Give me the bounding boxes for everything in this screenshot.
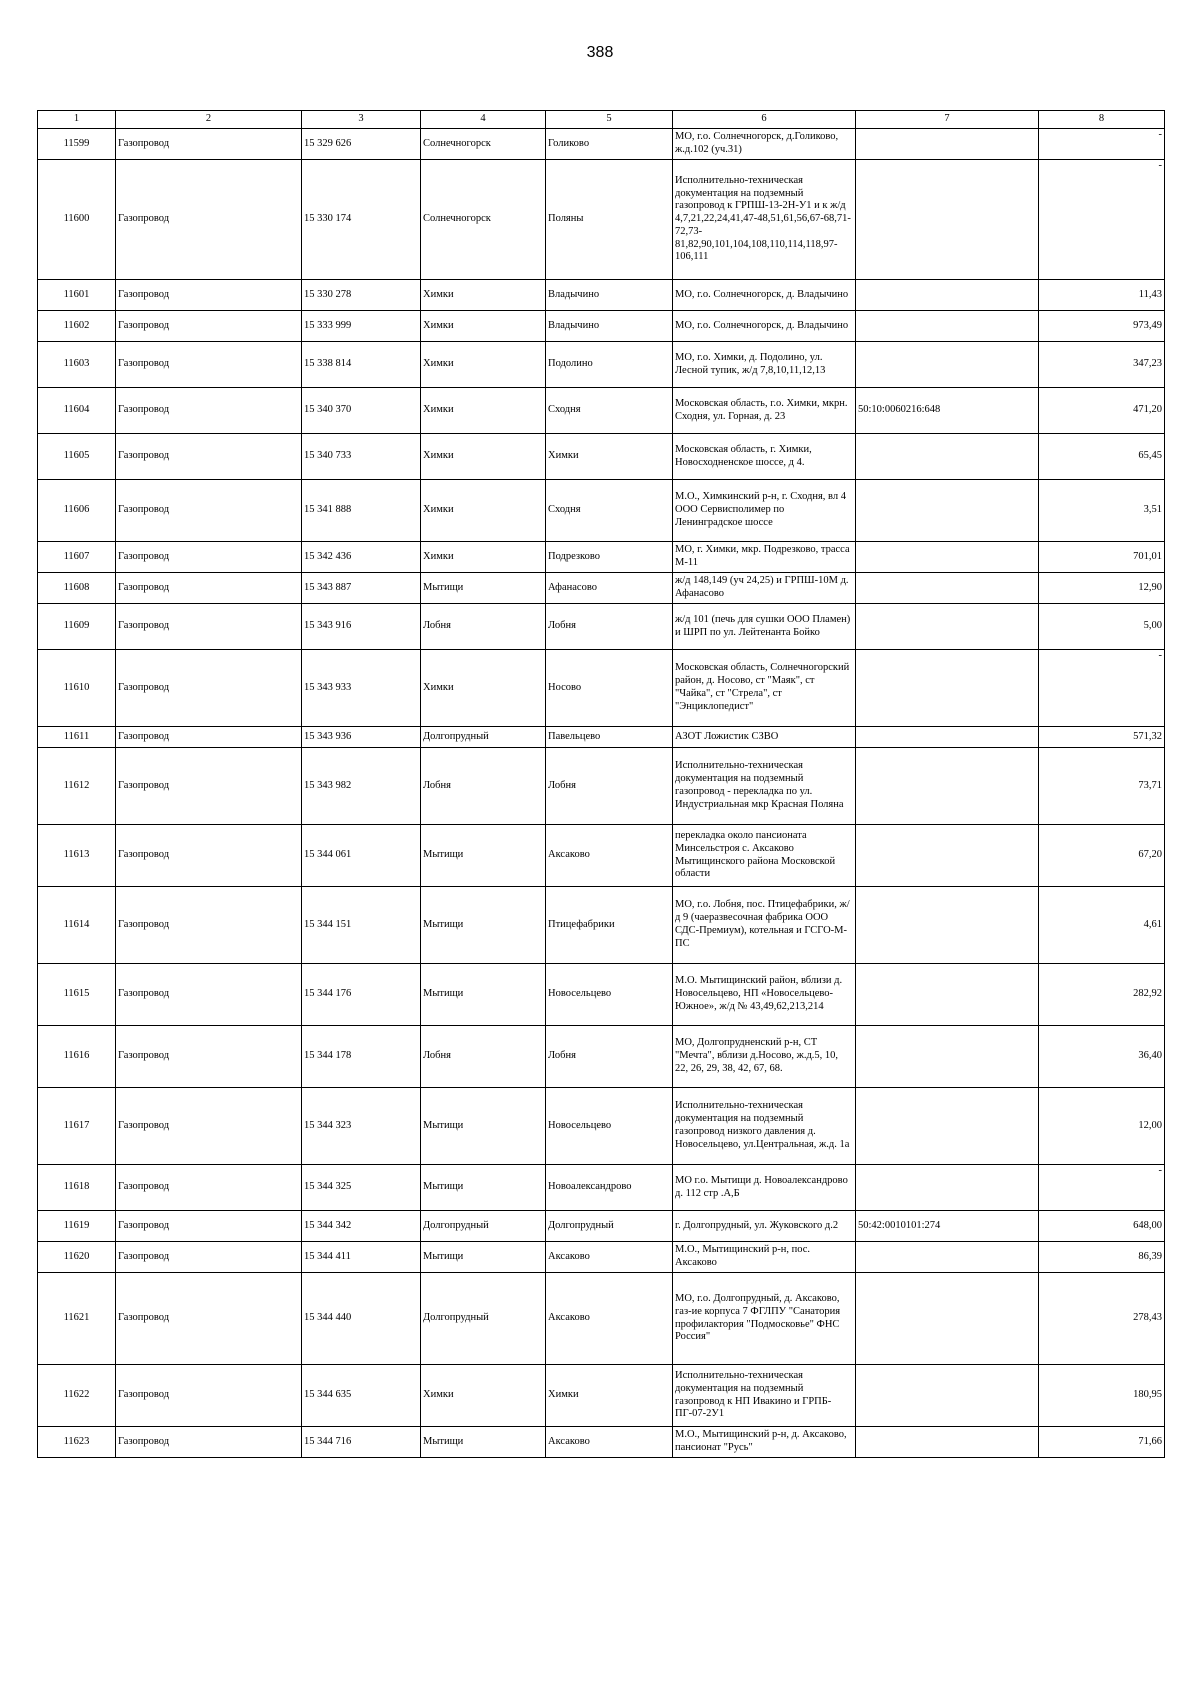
locality-cell: Сходня [546, 480, 673, 542]
district-cell: Мытищи [421, 1165, 546, 1211]
address-cell: МО, г.о. Долгопрудный, д. Аксаково, газ-ие корпуса 7 ФГЛПУ "Санатория профилактория "Подмосковье" ФНС Россия" [673, 1273, 856, 1365]
district-cell: Долгопрудный [421, 1211, 546, 1242]
table-row [38, 748, 1165, 825]
address-cell: Исполнительно-техническая документация на подземный газопровод - перекладка по ул. Индустриальная мкр Красная Поляна [673, 748, 856, 825]
column-header: 2 [116, 111, 302, 129]
length-value-cell: 12,90 [1039, 573, 1165, 604]
length-value-cell: 648,00 [1039, 1211, 1165, 1242]
column-header: 3 [302, 111, 421, 129]
address-cell: Московская область, г. Химки, Новосходненское шоссе, д 4. [673, 434, 856, 480]
cadastral-number-cell [856, 964, 1039, 1026]
address-cell: г. Долгопрудный, ул. Жуковского д.2 [673, 1211, 856, 1242]
length-value-cell: 973,49 [1039, 311, 1165, 342]
row-number-cell: 11612 [38, 748, 116, 825]
district-cell: Лобня [421, 1026, 546, 1088]
object-type-cell: Газопровод [116, 1365, 302, 1427]
object-type-cell: Газопровод [116, 964, 302, 1026]
locality-cell: Аксаково [546, 1242, 673, 1273]
object-type-cell: Газопровод [116, 748, 302, 825]
table-row [38, 964, 1165, 1026]
object-code-cell: 15 344 716 [302, 1427, 421, 1458]
length-value-cell: 65,45 [1039, 434, 1165, 480]
cadastral-number-cell [856, 311, 1039, 342]
column-header: 6 [673, 111, 856, 129]
row-number-cell: 11609 [38, 604, 116, 650]
object-code-cell: 15 342 436 [302, 542, 421, 573]
table-row [38, 1365, 1165, 1427]
district-cell: Долгопрудный [421, 727, 546, 748]
district-cell: Мытищи [421, 573, 546, 604]
cadastral-number-cell [856, 825, 1039, 887]
row-number-cell: 11619 [38, 1211, 116, 1242]
table-row [38, 1273, 1165, 1365]
table-row [38, 480, 1165, 542]
cadastral-number-cell [856, 1242, 1039, 1273]
address-cell: М.О., Мытищинский р-н, д. Аксаково, пансионат "Русь" [673, 1427, 856, 1458]
cadastral-number-cell [856, 542, 1039, 573]
cadastral-number-cell [856, 887, 1039, 964]
address-cell: МО, г.о. Солнечногорск, д. Владычино [673, 311, 856, 342]
cadastral-number-cell [856, 280, 1039, 311]
length-value-cell: 180,95 [1039, 1365, 1165, 1427]
address-cell: М.О., Химкинский р-н, г. Сходня, вл 4 ООО Сервисполимер по Ленинградское шоссе [673, 480, 856, 542]
object-code-cell: 15 344 323 [302, 1088, 421, 1165]
object-code-cell: 15 344 151 [302, 887, 421, 964]
table-row [38, 1088, 1165, 1165]
object-type-cell: Газопровод [116, 1242, 302, 1273]
district-cell: Химки [421, 280, 546, 311]
locality-cell: Новосельцево [546, 964, 673, 1026]
object-code-cell: 15 344 635 [302, 1365, 421, 1427]
object-code-cell: 15 340 370 [302, 388, 421, 434]
locality-cell: Лобня [546, 1026, 673, 1088]
length-value-cell: 282,92 [1039, 964, 1165, 1026]
district-cell: Химки [421, 542, 546, 573]
length-value-cell: 701,01 [1039, 542, 1165, 573]
table-row [38, 1211, 1165, 1242]
object-code-cell: 15 344 325 [302, 1165, 421, 1211]
row-number-cell: 11614 [38, 887, 116, 964]
row-number-cell: 11601 [38, 280, 116, 311]
object-type-cell: Газопровод [116, 160, 302, 280]
locality-cell: Птицефабрики [546, 887, 673, 964]
table-row [38, 1242, 1165, 1273]
district-cell: Химки [421, 388, 546, 434]
length-value-cell [1039, 650, 1165, 727]
locality-cell: Павельцево [546, 727, 673, 748]
district-cell: Солнечногорск [421, 129, 546, 160]
row-number-cell: 11605 [38, 434, 116, 480]
locality-cell: Голиково [546, 129, 673, 160]
address-cell: Московская область, г.о. Химки, мкрн. Сходня, ул. Горная, д. 23 [673, 388, 856, 434]
table-row [38, 1026, 1165, 1088]
table-row [38, 280, 1165, 311]
length-value-cell [1039, 1165, 1165, 1211]
locality-cell: Сходня [546, 388, 673, 434]
address-cell: МО, г.о. Солнечногорск, д. Владычино [673, 280, 856, 311]
row-number-cell: 11622 [38, 1365, 116, 1427]
district-cell: Химки [421, 1365, 546, 1427]
empty-value-dash: - [1158, 1165, 1162, 1176]
column-header: 7 [856, 111, 1039, 129]
object-code-cell: 15 330 174 [302, 160, 421, 280]
length-value-cell: 278,43 [1039, 1273, 1165, 1365]
registry-body [38, 111, 1165, 1458]
object-type-cell: Газопровод [116, 434, 302, 480]
locality-cell: Владычино [546, 311, 673, 342]
table-row [38, 542, 1165, 573]
cadastral-number-cell [856, 650, 1039, 727]
empty-value-dash: - [1158, 160, 1162, 171]
object-code-cell: 15 341 888 [302, 480, 421, 542]
registry-table [37, 110, 1165, 1458]
object-type-cell: Газопровод [116, 1165, 302, 1211]
table-row [38, 604, 1165, 650]
empty-value-dash: - [1158, 650, 1162, 661]
locality-cell: Лобня [546, 748, 673, 825]
table-row [38, 129, 1165, 160]
object-type-cell: Газопровод [116, 825, 302, 887]
object-code-cell: 15 343 982 [302, 748, 421, 825]
row-number-cell: 11600 [38, 160, 116, 280]
length-value-cell: 67,20 [1039, 825, 1165, 887]
address-cell: МО, г.о. Химки, д. Подолино, ул. Лесной тупик, ж/д 7,8,10,11,12,13 [673, 342, 856, 388]
district-cell: Мытищи [421, 1088, 546, 1165]
object-code-cell: 15 333 999 [302, 311, 421, 342]
locality-cell: Новосельцево [546, 1088, 673, 1165]
table-row [38, 160, 1165, 280]
object-type-cell: Газопровод [116, 129, 302, 160]
row-number-cell: 11610 [38, 650, 116, 727]
length-value-cell: 12,00 [1039, 1088, 1165, 1165]
length-value-cell: 5,00 [1039, 604, 1165, 650]
locality-cell: Афанасово [546, 573, 673, 604]
row-number-cell: 11616 [38, 1026, 116, 1088]
length-value-cell: 3,51 [1039, 480, 1165, 542]
table-row [38, 311, 1165, 342]
district-cell: Химки [421, 480, 546, 542]
cadastral-number-cell [856, 573, 1039, 604]
header-row [38, 111, 1165, 129]
district-cell: Лобня [421, 604, 546, 650]
row-number-cell: 11606 [38, 480, 116, 542]
district-cell: Лобня [421, 748, 546, 825]
object-type-cell: Газопровод [116, 311, 302, 342]
length-value-cell: 71,66 [1039, 1427, 1165, 1458]
address-cell: перекладка около пансионата Минсельстроя с. Аксаково Мытищинского района Московской области [673, 825, 856, 887]
address-cell: МО, г. Химки, мкр. Подрезково, трасса М-11 [673, 542, 856, 573]
locality-cell: Подолино [546, 342, 673, 388]
cadastral-number-cell [856, 160, 1039, 280]
object-code-cell: 15 329 626 [302, 129, 421, 160]
table-row [38, 434, 1165, 480]
locality-cell: Носово [546, 650, 673, 727]
address-cell: ж/д 101 (печь для сушки ООО Пламен) и ШРП по ул. Лейтенанта Бойко [673, 604, 856, 650]
row-number-cell: 11617 [38, 1088, 116, 1165]
object-code-cell: 15 338 814 [302, 342, 421, 388]
address-cell: М.О. Мытищинский район, вблизи д. Новосельцево, НП «Новосельцево-Южное», ж/д № 43,49,62,213,214 [673, 964, 856, 1026]
row-number-cell: 11607 [38, 542, 116, 573]
district-cell: Мытищи [421, 1242, 546, 1273]
cadastral-number-cell [856, 434, 1039, 480]
cadastral-number-cell [856, 1088, 1039, 1165]
address-cell: МО г.о. Мытищи д. Новоалександрово д. 112 стр .А,Б [673, 1165, 856, 1211]
object-code-cell: 15 343 933 [302, 650, 421, 727]
row-number-cell: 11602 [38, 311, 116, 342]
length-value-cell: 471,20 [1039, 388, 1165, 434]
cadastral-number-cell [856, 1165, 1039, 1211]
address-cell: Исполнительно-техническая документация на подземный газопровод к ГРПШ-13-2Н-У1 и к ж/д 4,7,21,22,24,41,47-48,51,61,56,67-68,71-72,73-81,82,90,101,104,108,110,114,118,97-106,111 [673, 160, 856, 280]
locality-cell: Владычино [546, 280, 673, 311]
length-value-cell [1039, 129, 1165, 160]
table-row [38, 1165, 1165, 1211]
table-row [38, 1427, 1165, 1458]
district-cell: Химки [421, 342, 546, 388]
row-number-cell: 11599 [38, 129, 116, 160]
object-type-cell: Газопровод [116, 480, 302, 542]
column-header: 1 [38, 111, 116, 129]
object-type-cell: Газопровод [116, 1026, 302, 1088]
object-type-cell: Газопровод [116, 1273, 302, 1365]
row-number-cell: 11620 [38, 1242, 116, 1273]
cadastral-number-cell [856, 748, 1039, 825]
length-value-cell: 4,61 [1039, 887, 1165, 964]
district-cell: Химки [421, 650, 546, 727]
object-type-cell: Газопровод [116, 604, 302, 650]
cadastral-number-cell [856, 129, 1039, 160]
table-row [38, 887, 1165, 964]
object-type-cell: Газопровод [116, 887, 302, 964]
length-value-cell: 36,40 [1039, 1026, 1165, 1088]
row-number-cell: 11603 [38, 342, 116, 388]
cadastral-number-cell [856, 480, 1039, 542]
object-type-cell: Газопровод [116, 388, 302, 434]
page-number: 388 [586, 44, 614, 61]
address-cell: ж/д 148,149 (уч 24,25) и ГРПШ-10М д. Афанасово [673, 573, 856, 604]
object-type-cell: Газопровод [116, 650, 302, 727]
table-row [38, 650, 1165, 727]
table-row [38, 388, 1165, 434]
object-type-cell: Газопровод [116, 1211, 302, 1242]
locality-cell: Химки [546, 434, 673, 480]
column-header: 8 [1039, 111, 1165, 129]
address-cell: Исполнительно-техническая документация на подземный газопровод к НП Ивакино и ГРПБ-ПГ-07-2У1 [673, 1365, 856, 1427]
address-cell: МО, г.о. Лобня, пос. Птицефабрики, ж/д 9 (чаеразвесочная фабрика ООО СДС-Премиум), котельная и ГСГО-М-ПС [673, 887, 856, 964]
district-cell: Химки [421, 434, 546, 480]
cadastral-number-cell: 50:42:0010101:274 [856, 1211, 1039, 1242]
length-value-cell [1039, 160, 1165, 280]
district-cell: Мытищи [421, 887, 546, 964]
locality-cell: Поляны [546, 160, 673, 280]
row-number-cell: 11623 [38, 1427, 116, 1458]
row-number-cell: 11604 [38, 388, 116, 434]
cadastral-number-cell [856, 1026, 1039, 1088]
length-value-cell: 347,23 [1039, 342, 1165, 388]
object-type-cell: Газопровод [116, 1088, 302, 1165]
address-cell: Исполнительно-техническая документация на подземный газопровод низкого давления д. Новосельцево, ул.Центральная, ж.д. 1а [673, 1088, 856, 1165]
object-type-cell: Газопровод [116, 280, 302, 311]
address-cell: АЗОТ Ложистик СЗВО [673, 727, 856, 748]
address-cell: МО, г.о. Солнечногорск, д.Голиково, ж.д.102 (уч.31) [673, 129, 856, 160]
object-type-cell: Газопровод [116, 542, 302, 573]
object-code-cell: 15 344 342 [302, 1211, 421, 1242]
cadastral-number-cell [856, 604, 1039, 650]
object-code-cell: 15 343 936 [302, 727, 421, 748]
district-cell: Солнечногорск [421, 160, 546, 280]
object-code-cell: 15 330 278 [302, 280, 421, 311]
row-number-cell: 11611 [38, 727, 116, 748]
column-header: 5 [546, 111, 673, 129]
length-value-cell: 11,43 [1039, 280, 1165, 311]
address-cell: МО, Долгопрудненский р-н, СТ "Мечта", вблизи д.Носово, ж.д.5, 10, 22, 26, 29, 38, 42, 67, 68. [673, 1026, 856, 1088]
locality-cell: Аксаково [546, 1273, 673, 1365]
address-cell: Московская область, Солнечногорский район, д. Носово, ст "Маяк", ст "Чайка", ст "Стрела", ст "Энциклопедист" [673, 650, 856, 727]
object-code-cell: 15 344 411 [302, 1242, 421, 1273]
length-value-cell: 571,32 [1039, 727, 1165, 748]
table-row [38, 573, 1165, 604]
object-code-cell: 15 344 440 [302, 1273, 421, 1365]
district-cell: Долгопрудный [421, 1273, 546, 1365]
object-type-cell: Газопровод [116, 342, 302, 388]
empty-value-dash: - [1158, 129, 1162, 140]
row-number-cell: 11608 [38, 573, 116, 604]
length-value-cell: 86,39 [1039, 1242, 1165, 1273]
object-code-cell: 15 344 061 [302, 825, 421, 887]
cadastral-number-cell [856, 727, 1039, 748]
table-row [38, 727, 1165, 748]
district-cell: Химки [421, 311, 546, 342]
object-code-cell: 15 340 733 [302, 434, 421, 480]
district-cell: Мытищи [421, 964, 546, 1026]
locality-cell: Долгопрудный [546, 1211, 673, 1242]
object-code-cell: 15 344 176 [302, 964, 421, 1026]
cadastral-number-cell [856, 1273, 1039, 1365]
cadastral-number-cell [856, 1427, 1039, 1458]
cadastral-number-cell [856, 1365, 1039, 1427]
table-row [38, 342, 1165, 388]
cadastral-number-cell [856, 342, 1039, 388]
object-type-cell: Газопровод [116, 573, 302, 604]
locality-cell: Подрезково [546, 542, 673, 573]
locality-cell: Аксаково [546, 1427, 673, 1458]
row-number-cell: 11613 [38, 825, 116, 887]
object-type-cell: Газопровод [116, 727, 302, 748]
row-number-cell: 11618 [38, 1165, 116, 1211]
locality-cell: Новоалександрово [546, 1165, 673, 1211]
address-cell: М.О., Мытищинский р-н, пос. Аксаково [673, 1242, 856, 1273]
locality-cell: Лобня [546, 604, 673, 650]
length-value-cell: 73,71 [1039, 748, 1165, 825]
object-type-cell: Газопровод [116, 1427, 302, 1458]
locality-cell: Аксаково [546, 825, 673, 887]
column-header: 4 [421, 111, 546, 129]
cadastral-number-cell: 50:10:0060216:648 [856, 388, 1039, 434]
district-cell: Мытищи [421, 1427, 546, 1458]
object-code-cell: 15 343 916 [302, 604, 421, 650]
district-cell: Мытищи [421, 825, 546, 887]
object-code-cell: 15 344 178 [302, 1026, 421, 1088]
table-row [38, 825, 1165, 887]
locality-cell: Химки [546, 1365, 673, 1427]
row-number-cell: 11621 [38, 1273, 116, 1365]
object-code-cell: 15 343 887 [302, 573, 421, 604]
row-number-cell: 11615 [38, 964, 116, 1026]
